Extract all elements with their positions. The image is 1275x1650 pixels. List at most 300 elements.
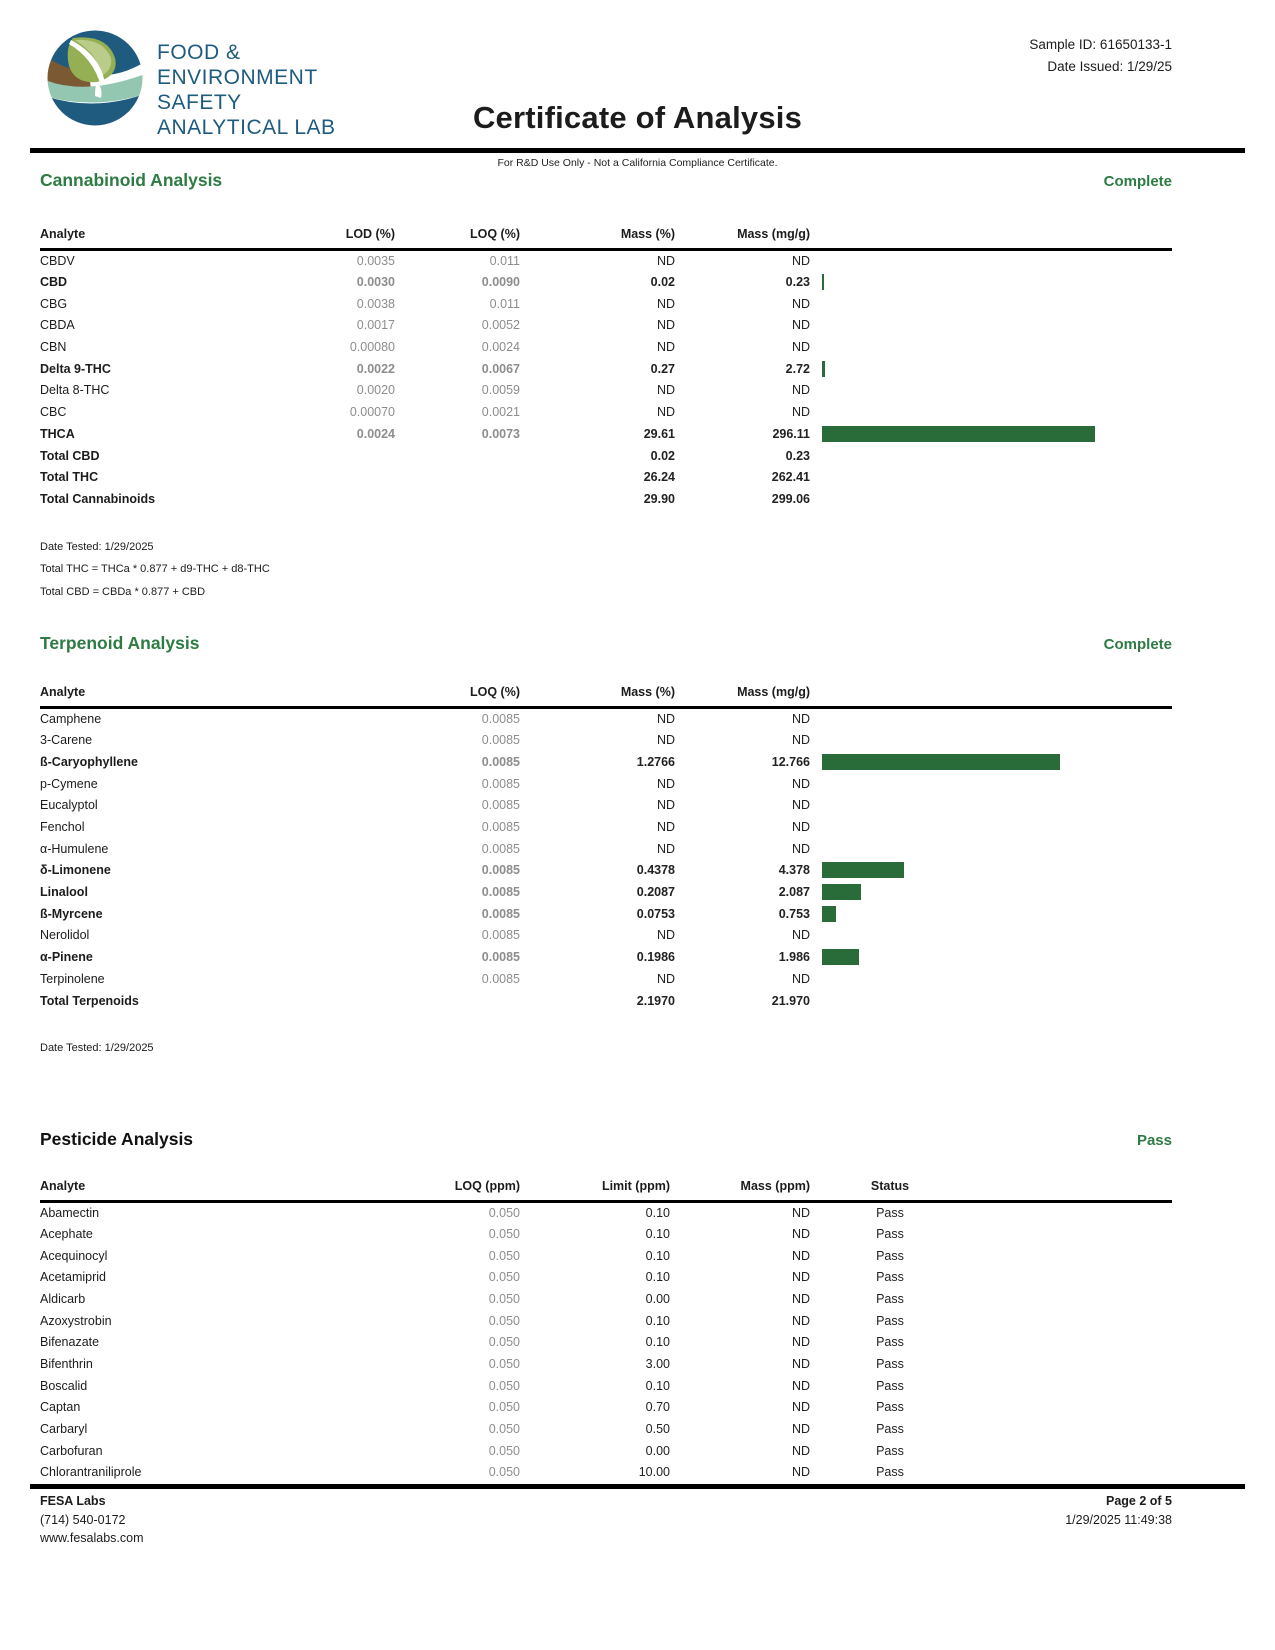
cell-analyte: CBG xyxy=(40,296,68,311)
section-pesticide-header xyxy=(40,1129,1172,1150)
column-header: Limit (ppm) xyxy=(520,1179,670,1202)
cell-mass: ND xyxy=(791,1378,810,1393)
cell-limit: 0.10 xyxy=(645,1313,670,1328)
cell-status: Pass xyxy=(876,1270,904,1285)
cell-spacer xyxy=(970,1418,1172,1440)
cell-loq: 0.050 xyxy=(488,1205,520,1220)
table-row xyxy=(40,466,1172,488)
cell-limit: 0.10 xyxy=(645,1205,670,1220)
cell-analyte: Total CBD xyxy=(40,448,100,463)
cell-loq: 0.050 xyxy=(488,1357,520,1372)
table-row xyxy=(40,838,1172,860)
cell-mass: ND xyxy=(791,1400,810,1415)
cell-spacer xyxy=(970,1201,1172,1223)
cell-mass_pct: ND xyxy=(656,383,675,398)
cell-mass: ND xyxy=(791,1313,810,1328)
cell-mass_pct: ND xyxy=(656,820,675,835)
cell-loq: 0.0085 xyxy=(481,733,520,748)
table-row xyxy=(40,1223,1172,1245)
cell-mass_mg: ND xyxy=(791,776,810,791)
cell-spacer xyxy=(970,1353,1172,1375)
cell-status: Pass xyxy=(876,1378,904,1393)
table-row xyxy=(40,1353,1172,1375)
cell-mass_mg: ND xyxy=(791,254,810,269)
cell-status: Pass xyxy=(876,1357,904,1372)
section-title-pesticide: Pesticide Analysis xyxy=(40,1128,194,1149)
column-header: LOD (%) xyxy=(280,227,395,250)
cell-loq: 0.0085 xyxy=(481,863,520,878)
cell-mass: ND xyxy=(791,1443,810,1458)
cannabinoid-notes xyxy=(40,536,1172,604)
cell-loq: 0.0085 xyxy=(481,798,520,813)
cell-loq: 0.0024 xyxy=(481,340,520,355)
table-row xyxy=(40,336,1172,358)
cell-mass: ND xyxy=(791,1357,810,1372)
table-row xyxy=(40,271,1172,293)
cell-limit: 0.10 xyxy=(645,1270,670,1285)
cell-loq: 0.050 xyxy=(488,1465,520,1480)
cell-mass_pct: 0.1986 xyxy=(636,950,675,965)
cell-status: Pass xyxy=(876,1443,904,1458)
cell-bar xyxy=(810,315,1172,337)
cell-mass_mg: 2.72 xyxy=(785,361,810,376)
cell-limit: 0.50 xyxy=(645,1422,670,1437)
cell-lod: 0.0035 xyxy=(356,254,395,269)
disclaimer-text: For R&D Use Only - Not a California Compliance Certificate. xyxy=(497,157,778,169)
cell-analyte: Carbaryl xyxy=(40,1422,88,1437)
column-header: Status xyxy=(810,1179,970,1202)
table-row xyxy=(40,1266,1172,1288)
cell-mass: ND xyxy=(791,1248,810,1263)
cell-bar xyxy=(810,903,1172,925)
cell-loq: 0.0052 xyxy=(481,318,520,333)
footer-timestamp: 1/29/2025 11:49:38 xyxy=(1065,1512,1172,1527)
section-title-terpenoid: Terpenoid Analysis xyxy=(40,633,200,654)
mass-bar xyxy=(822,862,904,878)
column-header: Mass (ppm) xyxy=(670,1179,810,1202)
cell-analyte: Total THC xyxy=(40,470,99,485)
cell-bar xyxy=(810,271,1172,293)
cell-bar xyxy=(810,925,1172,947)
cell-analyte: Eucalyptol xyxy=(40,798,98,813)
cell-bar xyxy=(810,423,1172,445)
cell-bar xyxy=(810,881,1172,903)
cell-loq: 0.0085 xyxy=(481,885,520,900)
cell-mass_pct: 26.24 xyxy=(643,470,675,485)
cell-analyte: CBDV xyxy=(40,254,75,269)
cell-mass_mg: ND xyxy=(791,971,810,986)
cell-analyte: α-Humulene xyxy=(40,841,109,856)
cell-mass_pct: 2.1970 xyxy=(636,993,675,1008)
cell-loq xyxy=(395,445,520,467)
cell-mass_pct: ND xyxy=(656,776,675,791)
cell-analyte: Total Cannabinoids xyxy=(40,491,156,506)
cell-limit: 0.10 xyxy=(645,1378,670,1393)
cell-bar xyxy=(810,816,1172,838)
cell-loq: 0.0085 xyxy=(481,754,520,769)
cell-analyte: CBC xyxy=(40,405,67,420)
column-header-bar-spacer xyxy=(810,227,1172,250)
cell-analyte: δ-Limonene xyxy=(40,863,111,878)
column-header: LOQ (ppm) xyxy=(400,1179,520,1202)
cell-loq: 0.0085 xyxy=(481,820,520,835)
cell-mass_mg: 299.06 xyxy=(771,491,810,506)
cell-loq: 0.050 xyxy=(488,1422,520,1437)
cell-mass_pct: ND xyxy=(656,841,675,856)
cell-limit: 0.00 xyxy=(645,1443,670,1458)
cell-mass_mg: 0.23 xyxy=(785,275,810,290)
mass-bar xyxy=(822,754,1060,770)
mass-bar xyxy=(822,361,825,377)
table-row xyxy=(40,773,1172,795)
cell-analyte: CBDA xyxy=(40,318,75,333)
cell-lod: 0.00080 xyxy=(349,340,395,355)
table-row xyxy=(40,358,1172,380)
cell-analyte: Carbofuran xyxy=(40,1443,103,1458)
cell-mass_pct: 29.90 xyxy=(643,491,675,506)
cell-bar xyxy=(810,860,1172,882)
logo-line: FOOD & xyxy=(157,41,241,64)
table-row xyxy=(40,1462,1172,1484)
note-line: Date Tested: 1/29/2025 xyxy=(40,540,154,553)
cell-mass_mg: ND xyxy=(791,340,810,355)
cell-lod xyxy=(280,488,395,510)
cell-spacer xyxy=(970,1245,1172,1267)
cell-status: Pass xyxy=(876,1291,904,1306)
cell-mass_mg: ND xyxy=(791,841,810,856)
cell-lod: 0.0024 xyxy=(356,426,395,441)
cell-mass_mg: ND xyxy=(791,733,810,748)
cell-analyte: Camphene xyxy=(40,712,102,727)
cell-lod: 0.0030 xyxy=(356,275,395,290)
cell-bar xyxy=(810,795,1172,817)
cell-spacer xyxy=(970,1310,1172,1332)
column-header: Mass (mg/g) xyxy=(675,685,810,708)
cell-mass_pct: 0.4378 xyxy=(636,863,675,878)
column-header: LOQ (%) xyxy=(395,685,520,708)
page-footer xyxy=(40,1492,1172,1548)
cell-analyte: Acetamiprid xyxy=(40,1270,106,1285)
cell-analyte: Linalool xyxy=(40,885,88,900)
footer-divider xyxy=(30,1484,1245,1489)
sample-id: Sample ID: 61650133-1 xyxy=(1029,37,1172,52)
cell-mass_mg: 0.753 xyxy=(778,906,810,921)
cell-bar xyxy=(810,838,1172,860)
cell-analyte: Chlorantraniliprole xyxy=(40,1465,142,1480)
table-row xyxy=(40,729,1172,751)
cell-loq xyxy=(395,488,520,510)
cell-limit: 0.10 xyxy=(645,1226,670,1241)
footer-page-number: Page 2 of 5 xyxy=(1106,1494,1172,1508)
cell-mass_pct: ND xyxy=(656,798,675,813)
cell-mass: ND xyxy=(791,1465,810,1480)
cell-mass_mg: 2.087 xyxy=(778,885,810,900)
cell-loq: 0.0090 xyxy=(481,275,520,290)
table-row xyxy=(40,925,1172,947)
cell-analyte: Fenchol xyxy=(40,820,85,835)
cell-analyte: Nerolidol xyxy=(40,928,90,943)
terpenoid-notes xyxy=(40,1037,1172,1060)
cell-loq: 0.050 xyxy=(488,1313,520,1328)
cell-mass_mg: 1.986 xyxy=(778,950,810,965)
cell-status: Pass xyxy=(876,1248,904,1263)
table-row xyxy=(40,1288,1172,1310)
cell-mass_mg: ND xyxy=(791,798,810,813)
cell-mass_pct: ND xyxy=(656,928,675,943)
table-row xyxy=(40,881,1172,903)
cell-loq xyxy=(395,990,520,1012)
cell-mass_pct: 0.02 xyxy=(650,275,675,290)
column-header-spacer xyxy=(970,1179,1172,1202)
column-header: Mass (mg/g) xyxy=(675,227,810,250)
cell-bar xyxy=(810,751,1172,773)
status-badge-terpenoid: Complete xyxy=(1103,636,1172,654)
cell-loq: 0.050 xyxy=(488,1443,520,1458)
cell-bar xyxy=(810,946,1172,968)
cell-loq: 0.050 xyxy=(488,1226,520,1241)
table-row xyxy=(40,968,1172,990)
cell-mass_mg: 12.766 xyxy=(771,754,810,769)
cell-mass: ND xyxy=(791,1270,810,1285)
cell-lod: 0.00070 xyxy=(349,405,395,420)
cell-mass_mg: ND xyxy=(791,820,810,835)
cell-mass_mg: 21.970 xyxy=(771,993,810,1008)
cell-loq: 0.0085 xyxy=(481,971,520,986)
cell-mass_pct: ND xyxy=(656,712,675,727)
cell-status: Pass xyxy=(876,1400,904,1415)
cell-lod xyxy=(280,445,395,467)
cell-loq: 0.011 xyxy=(489,296,520,311)
cell-mass_pct: ND xyxy=(656,971,675,986)
mass-bar xyxy=(822,949,859,965)
footer-phone: (714) 540-0172 xyxy=(40,1512,126,1527)
date-issued: Date Issued: 1/29/25 xyxy=(1047,59,1172,74)
cell-analyte: Azoxystrobin xyxy=(40,1313,112,1328)
footer-lab-name: FESA Labs xyxy=(40,1494,106,1508)
cell-mass_pct: ND xyxy=(656,296,675,311)
cell-status: Pass xyxy=(876,1465,904,1480)
cell-analyte: Delta 9-THC xyxy=(40,361,111,376)
cell-analyte: ß-Myrcene xyxy=(40,906,103,921)
cell-limit: 0.00 xyxy=(645,1291,670,1306)
cell-mass_pct: ND xyxy=(656,318,675,333)
cell-analyte: Bifenthrin xyxy=(40,1357,93,1372)
table-row xyxy=(40,1375,1172,1397)
cell-mass_mg: 0.23 xyxy=(785,448,810,463)
cell-status: Pass xyxy=(876,1226,904,1241)
cell-bar xyxy=(810,990,1172,1012)
cell-mass_pct: ND xyxy=(656,254,675,269)
table-row xyxy=(40,293,1172,315)
logo-line: SAFETY xyxy=(157,91,242,114)
table-row xyxy=(40,1397,1172,1419)
pesticide-table xyxy=(40,1179,1172,1483)
cell-bar xyxy=(810,250,1172,272)
header-divider xyxy=(30,148,1245,153)
cell-mass_pct: ND xyxy=(656,733,675,748)
cell-mass_mg: ND xyxy=(791,405,810,420)
report-body xyxy=(40,170,1172,1483)
note-line: Total THC = THCa * 0.877 + d9-THC + d8-THC xyxy=(40,563,270,576)
cell-mass_pct: 0.0753 xyxy=(636,906,675,921)
cell-loq: 0.0073 xyxy=(481,426,520,441)
column-header: Mass (%) xyxy=(520,685,675,708)
column-header-bar-spacer xyxy=(810,685,1172,708)
cell-loq: 0.0085 xyxy=(481,712,520,727)
table-row xyxy=(40,860,1172,882)
cell-mass_pct: 0.02 xyxy=(650,448,675,463)
mass-bar xyxy=(822,906,836,922)
table-row xyxy=(40,751,1172,773)
table-row xyxy=(40,1201,1172,1223)
table-row xyxy=(40,795,1172,817)
cell-bar xyxy=(810,401,1172,423)
mass-bar xyxy=(822,274,824,290)
table-row xyxy=(40,380,1172,402)
cell-mass_mg: ND xyxy=(791,296,810,311)
cell-spacer xyxy=(970,1375,1172,1397)
cell-spacer xyxy=(970,1397,1172,1419)
cell-mass_pct: ND xyxy=(656,405,675,420)
cell-lod: 0.0020 xyxy=(356,383,395,398)
cell-limit: 3.00 xyxy=(645,1357,670,1372)
pesticide-table-header-row xyxy=(40,1179,1172,1202)
table-row xyxy=(40,708,1172,730)
cell-analyte: Total Terpenoids xyxy=(40,993,139,1008)
cell-analyte: CBD xyxy=(40,275,68,290)
footer-lab-info xyxy=(40,1492,144,1548)
cell-loq: 0.050 xyxy=(488,1335,520,1350)
cell-spacer xyxy=(970,1266,1172,1288)
cell-loq: 0.050 xyxy=(488,1400,520,1415)
section-cannabinoid-header xyxy=(40,170,1172,191)
column-header: Analyte xyxy=(40,227,280,250)
cell-bar xyxy=(810,968,1172,990)
note-line: Total CBD = CBDa * 0.877 + CBD xyxy=(40,585,206,598)
cell-bar xyxy=(810,358,1172,380)
status-badge-cannabinoid: Complete xyxy=(1103,173,1172,190)
cell-analyte: THCA xyxy=(40,426,75,441)
cell-analyte: Bifenazate xyxy=(40,1335,100,1350)
cell-loq: 0.0085 xyxy=(481,928,520,943)
table-row xyxy=(40,445,1172,467)
cell-limit: 0.10 xyxy=(645,1248,670,1263)
table-row xyxy=(40,315,1172,337)
cell-mass: ND xyxy=(791,1422,810,1437)
cell-mass_pct: ND xyxy=(656,340,675,355)
cell-limit: 10.00 xyxy=(638,1465,670,1480)
cell-status: Pass xyxy=(876,1335,904,1350)
cell-lod: 0.0017 xyxy=(356,318,395,333)
logo-line: ANALYTICAL LAB xyxy=(157,116,336,139)
cell-loq: 0.050 xyxy=(488,1248,520,1263)
cell-lod xyxy=(280,466,395,488)
cell-mass_mg: 4.378 xyxy=(778,863,810,878)
cell-spacer xyxy=(970,1332,1172,1354)
table-row xyxy=(40,1332,1172,1354)
cell-mass: ND xyxy=(791,1226,810,1241)
table-row xyxy=(40,250,1172,272)
sample-meta xyxy=(1029,34,1172,78)
cell-lod: 0.0038 xyxy=(356,296,395,311)
cell-analyte: ß-Caryophyllene xyxy=(40,754,138,769)
cell-mass: ND xyxy=(791,1291,810,1306)
cell-spacer xyxy=(970,1223,1172,1245)
terpenoid-table-header-row xyxy=(40,685,1172,708)
cell-mass_mg: ND xyxy=(791,318,810,333)
terpenoid-table xyxy=(40,685,1172,1011)
cell-bar xyxy=(810,445,1172,467)
cannabinoid-table xyxy=(40,227,1172,510)
footer-website: www.fesalabs.com xyxy=(40,1531,144,1545)
cell-loq: 0.0085 xyxy=(481,776,520,791)
mass-bar xyxy=(822,884,861,900)
cell-mass_pct: 0.27 xyxy=(650,361,675,376)
cell-analyte: p-Cymene xyxy=(40,776,98,791)
cell-loq: 0.011 xyxy=(489,254,520,269)
cell-analyte: Delta 8-THC xyxy=(40,383,110,398)
cell-mass_pct: 0.2087 xyxy=(636,885,675,900)
cell-analyte: CBN xyxy=(40,340,67,355)
cell-limit: 0.10 xyxy=(645,1335,670,1350)
cell-loq xyxy=(395,466,520,488)
cell-bar xyxy=(810,336,1172,358)
cell-bar xyxy=(810,380,1172,402)
cell-mass: ND xyxy=(791,1335,810,1350)
cell-analyte: Boscalid xyxy=(40,1378,88,1393)
cell-status: Pass xyxy=(876,1205,904,1220)
cell-limit: 0.70 xyxy=(645,1400,670,1415)
table-row xyxy=(40,946,1172,968)
cell-bar xyxy=(810,293,1172,315)
cell-loq: 0.050 xyxy=(488,1378,520,1393)
cell-loq: 0.0059 xyxy=(481,383,520,398)
cell-mass_mg: 296.11 xyxy=(772,426,810,441)
cell-mass_mg: ND xyxy=(791,712,810,727)
table-row xyxy=(40,488,1172,510)
table-row xyxy=(40,423,1172,445)
cell-analyte: Acephate xyxy=(40,1226,93,1241)
cell-spacer xyxy=(970,1440,1172,1462)
cell-status: Pass xyxy=(876,1422,904,1437)
cell-lod: 0.0022 xyxy=(356,361,395,376)
table-row xyxy=(40,1418,1172,1440)
cell-mass_pct: 1.2766 xyxy=(636,754,675,769)
cell-mass_mg: ND xyxy=(791,383,810,398)
cannabinoid-table-header-row xyxy=(40,227,1172,250)
cell-loq: 0.0085 xyxy=(481,950,520,965)
table-row xyxy=(40,1310,1172,1332)
section-title-cannabinoid: Cannabinoid Analysis xyxy=(40,170,223,190)
column-header: Analyte xyxy=(40,1179,400,1202)
column-header: Analyte xyxy=(40,685,395,708)
cell-analyte: Terpinolene xyxy=(40,971,105,986)
cell-bar xyxy=(810,773,1172,795)
cell-analyte: 3-Carene xyxy=(40,733,93,748)
cell-loq: 0.0067 xyxy=(481,361,520,376)
cell-bar xyxy=(810,466,1172,488)
cell-analyte: Aldicarb xyxy=(40,1291,86,1306)
cell-loq: 0.050 xyxy=(488,1291,520,1306)
cell-loq: 0.0085 xyxy=(481,841,520,856)
cell-spacer xyxy=(970,1462,1172,1484)
cell-mass_mg: 262.41 xyxy=(771,470,810,485)
cell-analyte: Acequinocyl xyxy=(40,1248,108,1263)
logo-line: ENVIRONMENT xyxy=(157,66,318,89)
cell-mass_mg: ND xyxy=(791,928,810,943)
page-title: Certificate of Analysis xyxy=(472,100,803,135)
cell-mass_pct: 29.61 xyxy=(643,426,675,441)
